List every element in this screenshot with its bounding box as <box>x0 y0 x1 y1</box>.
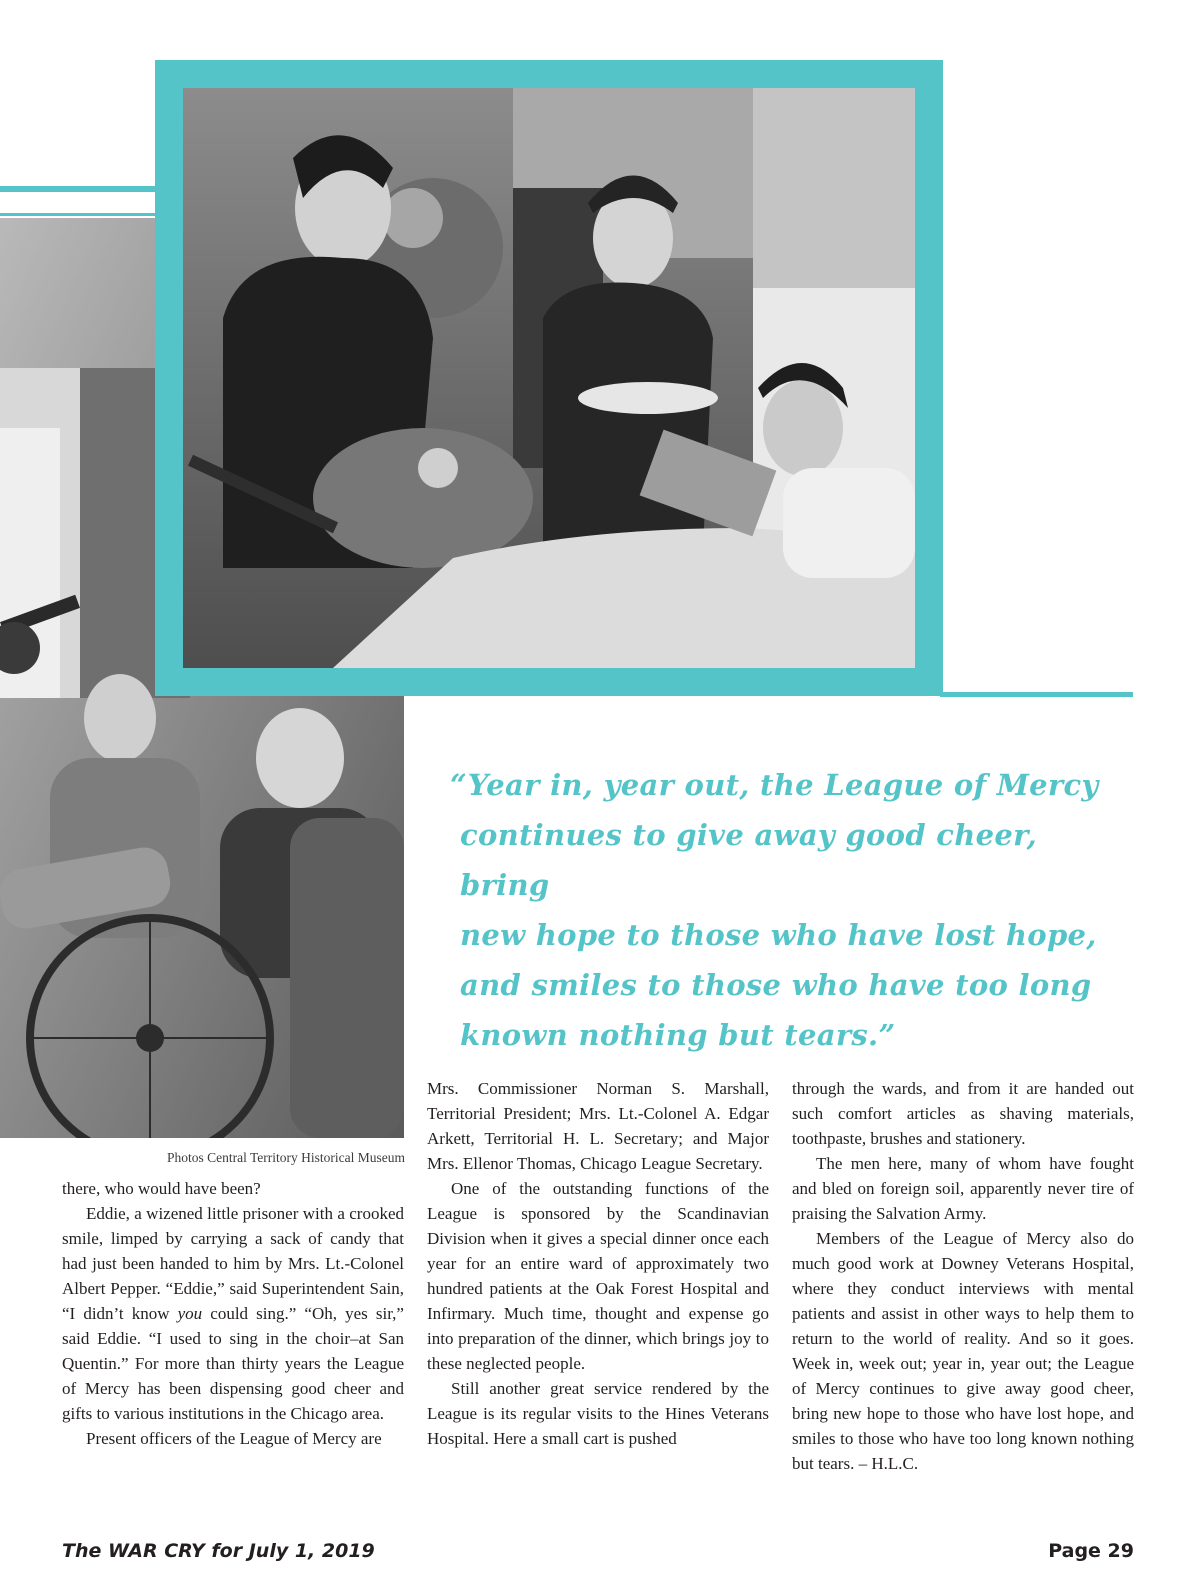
article-column-2 <box>427 1076 769 1451</box>
article-column-1 <box>62 1176 404 1451</box>
paragraph: through the wards, and from it are handed out such comfort articles as shaving materials, toothpaste, brushes and stationery. <box>792 1079 1134 1148</box>
footer-page-number: Page 29 <box>1048 1540 1134 1562</box>
paragraph <box>62 1201 404 1426</box>
article-column-3 <box>792 1076 1134 1476</box>
text-run: Eddie, a wizened little prisoner with a crooked smile, limped by carrying a sack of candy that had just been handed to him by Mrs. Lt.-Colonel Albert Pepper. “Eddie,” said Superintendent Sain, “I didn’t know <box>62 1204 404 1323</box>
photo-credit: Photos Central Territory Historical Museum <box>166 1150 405 1165</box>
emphasis: you <box>177 1304 203 1323</box>
photo-frame <box>155 60 943 696</box>
footer-publication: The WAR CRY for July 1, 2019 <box>62 1540 375 1562</box>
paragraph: Still another great service rendered by the League is its regular visits to the Hines Veterans Hospital. Here a small cart is pushed <box>427 1379 769 1448</box>
paragraph: Mrs. Commissioner Norman S. Marshall, Territorial President; Mrs. Lt.-Colonel A. Edgar Arkett, Territorial H. L. Secretary; and Major Mrs. Ellenor Thomas, Chicago League Secretary. <box>427 1079 769 1173</box>
pull-quote <box>450 760 1110 1060</box>
accent-rule-top-left-thin <box>0 213 160 216</box>
pull-quote-line: “Year in, year out, the League of Mercy <box>450 768 1099 802</box>
pull-quote-line: and smiles to those who have too long <box>460 968 1092 1002</box>
accent-rule-right <box>940 692 1133 697</box>
pull-quote-line: known nothing but tears.” <box>460 1018 896 1052</box>
paragraph: One of the outstanding functions of the League is sponsored by the Scandinavian Division when it gives a special dinner once each year for an entire ward of approximately two hundred patients at the Oak Forest Hospital and Infirmary. Much time, thought and expense go into preparation of the dinner, which brings joy to these neglected people. <box>427 1179 769 1373</box>
pull-quote-line: continues to give away good cheer, bring <box>460 818 1038 902</box>
paragraph: Present officers of the League of Mercy are <box>86 1429 382 1448</box>
paragraph: The men here, many of whom have fought and bled on foreign soil, apparently never tire of praising the Salvation Army. <box>792 1154 1134 1223</box>
paragraph: there, who would have been? <box>62 1179 261 1198</box>
pull-quote-line: new hope to those who have lost hope, <box>460 918 1097 952</box>
text-run: could sing.” “Oh, yes sir,” said Eddie. “I used to sing in the choir–at San Quentin.” For more than thirty years the League of Mercy has been dispensing good cheer and gifts to various institutions in the Chicago area. <box>62 1304 404 1423</box>
accent-rule-top-left <box>0 186 160 192</box>
photo-hospital-visit <box>183 88 915 668</box>
paragraph: Members of the League of Mercy also do much good work at Downey Veterans Hospital, where they conduct interviews with mental patients and assist in other ways to help them to return to the world of reality. And so it goes. Week in, week out; year in, year out; the League of Mercy continues to give away good cheer, bring new hope to those who have lost hope, and smiles to those who have too long known nothing but tears. – H.L.C. <box>792 1229 1134 1473</box>
